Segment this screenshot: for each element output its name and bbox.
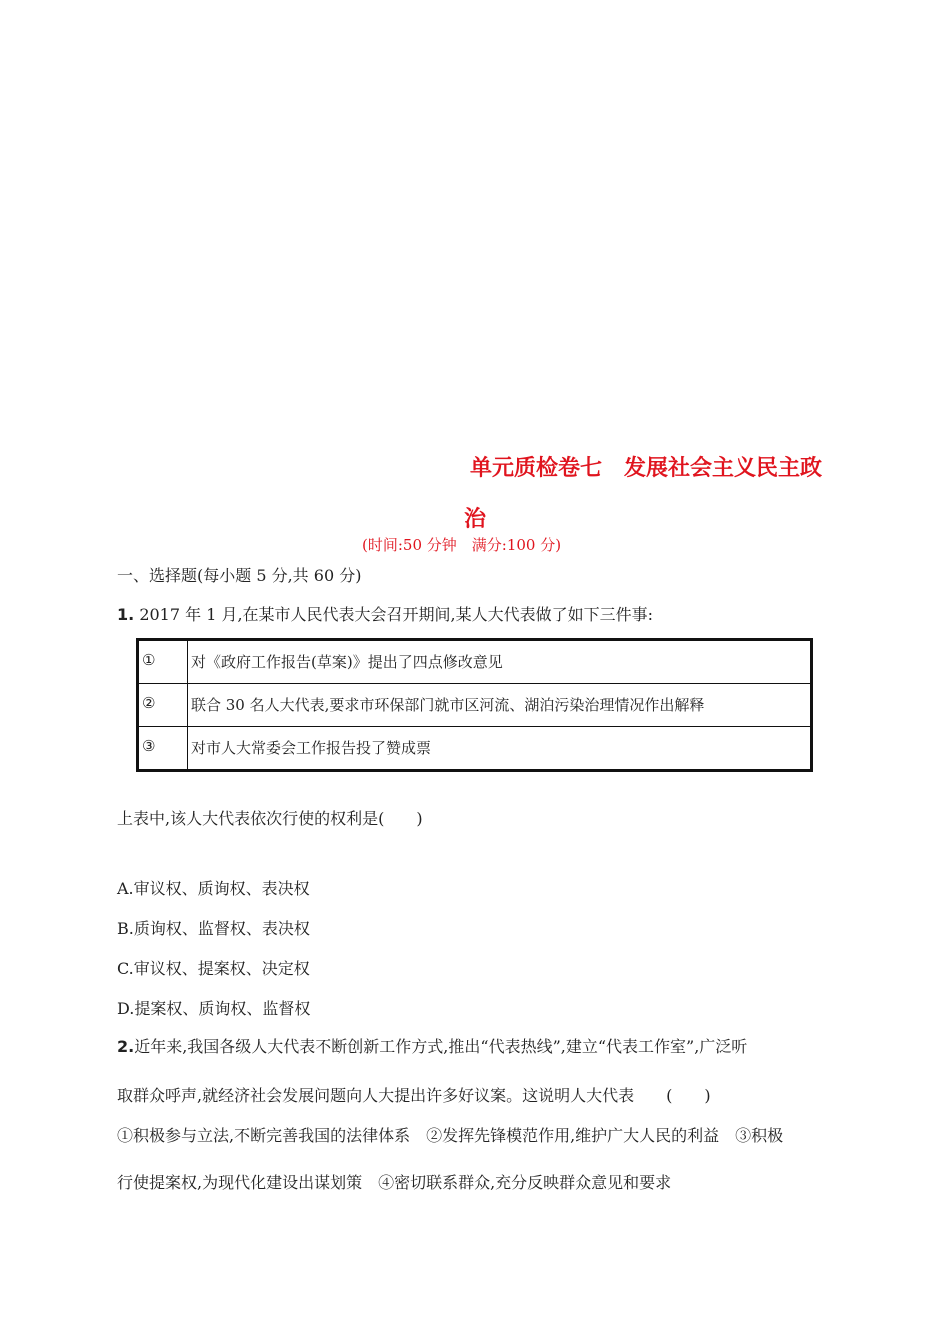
question-2-line1 xyxy=(117,1034,747,1057)
page-title-line1: 单元质检卷七 发展社会主义民主政 xyxy=(470,456,823,481)
row-number: ② xyxy=(138,684,188,727)
question-2-line3: ①积极参与立法,不断完善我国的法律体系 ②发挥先锋模范作用,维护广大人民的利益 ③积极 xyxy=(117,1126,784,1145)
row-text: 联合 30 名人大代表,要求市环保部门就市区河流、湖泊污染治理情况作出解释 xyxy=(188,684,812,727)
row-text: 对市人大常委会工作报告投了赞成票 xyxy=(188,726,812,770)
table-row xyxy=(138,726,812,770)
question-2-line4: 行使提案权,为现代化建设出谋划策 ④密切联系群众,充分反映群众意见和要求 xyxy=(117,1173,672,1192)
row-number: ③ xyxy=(138,726,188,770)
option-c: C.审议权、提案权、决定权 xyxy=(117,959,310,978)
question-1-table xyxy=(136,638,813,772)
question-text: 近年来,我国各级人大代表不断创新工作方式,推出“代表热线”,建立“代表工作室”,广泛听 xyxy=(134,1037,748,1056)
row-number: ① xyxy=(138,640,188,684)
question-1-stem xyxy=(117,602,653,625)
page-title-line2: 治 xyxy=(464,507,487,532)
question-2-line2: 取群众呼声,就经济社会发展问题向人大提出许多好议案。这说明人大代表 ( ) xyxy=(117,1086,711,1105)
question-number: 2. xyxy=(117,1037,135,1056)
option-d: D.提案权、质询权、监督权 xyxy=(117,999,311,1018)
section-heading: 一、选择题(每小题 5 分,共 60 分) xyxy=(117,566,362,585)
option-b: B.质询权、监督权、表决权 xyxy=(117,919,310,938)
table-row xyxy=(138,640,812,684)
question-1-prompt: 上表中,该人大代表依次行使的权利是( ) xyxy=(117,809,423,828)
exam-meta: (时间:50 分钟 满分:100 分) xyxy=(362,536,562,554)
table-row xyxy=(138,684,812,727)
question-text: 2017 年 1 月,在某市人民代表大会召开期间,某人大代表做了如下三件事: xyxy=(139,605,654,624)
question-number: 1. xyxy=(117,605,135,624)
option-a: A.审议权、质询权、表决权 xyxy=(117,879,310,898)
row-text: 对《政府工作报告(草案)》提出了四点修改意见 xyxy=(188,640,812,684)
